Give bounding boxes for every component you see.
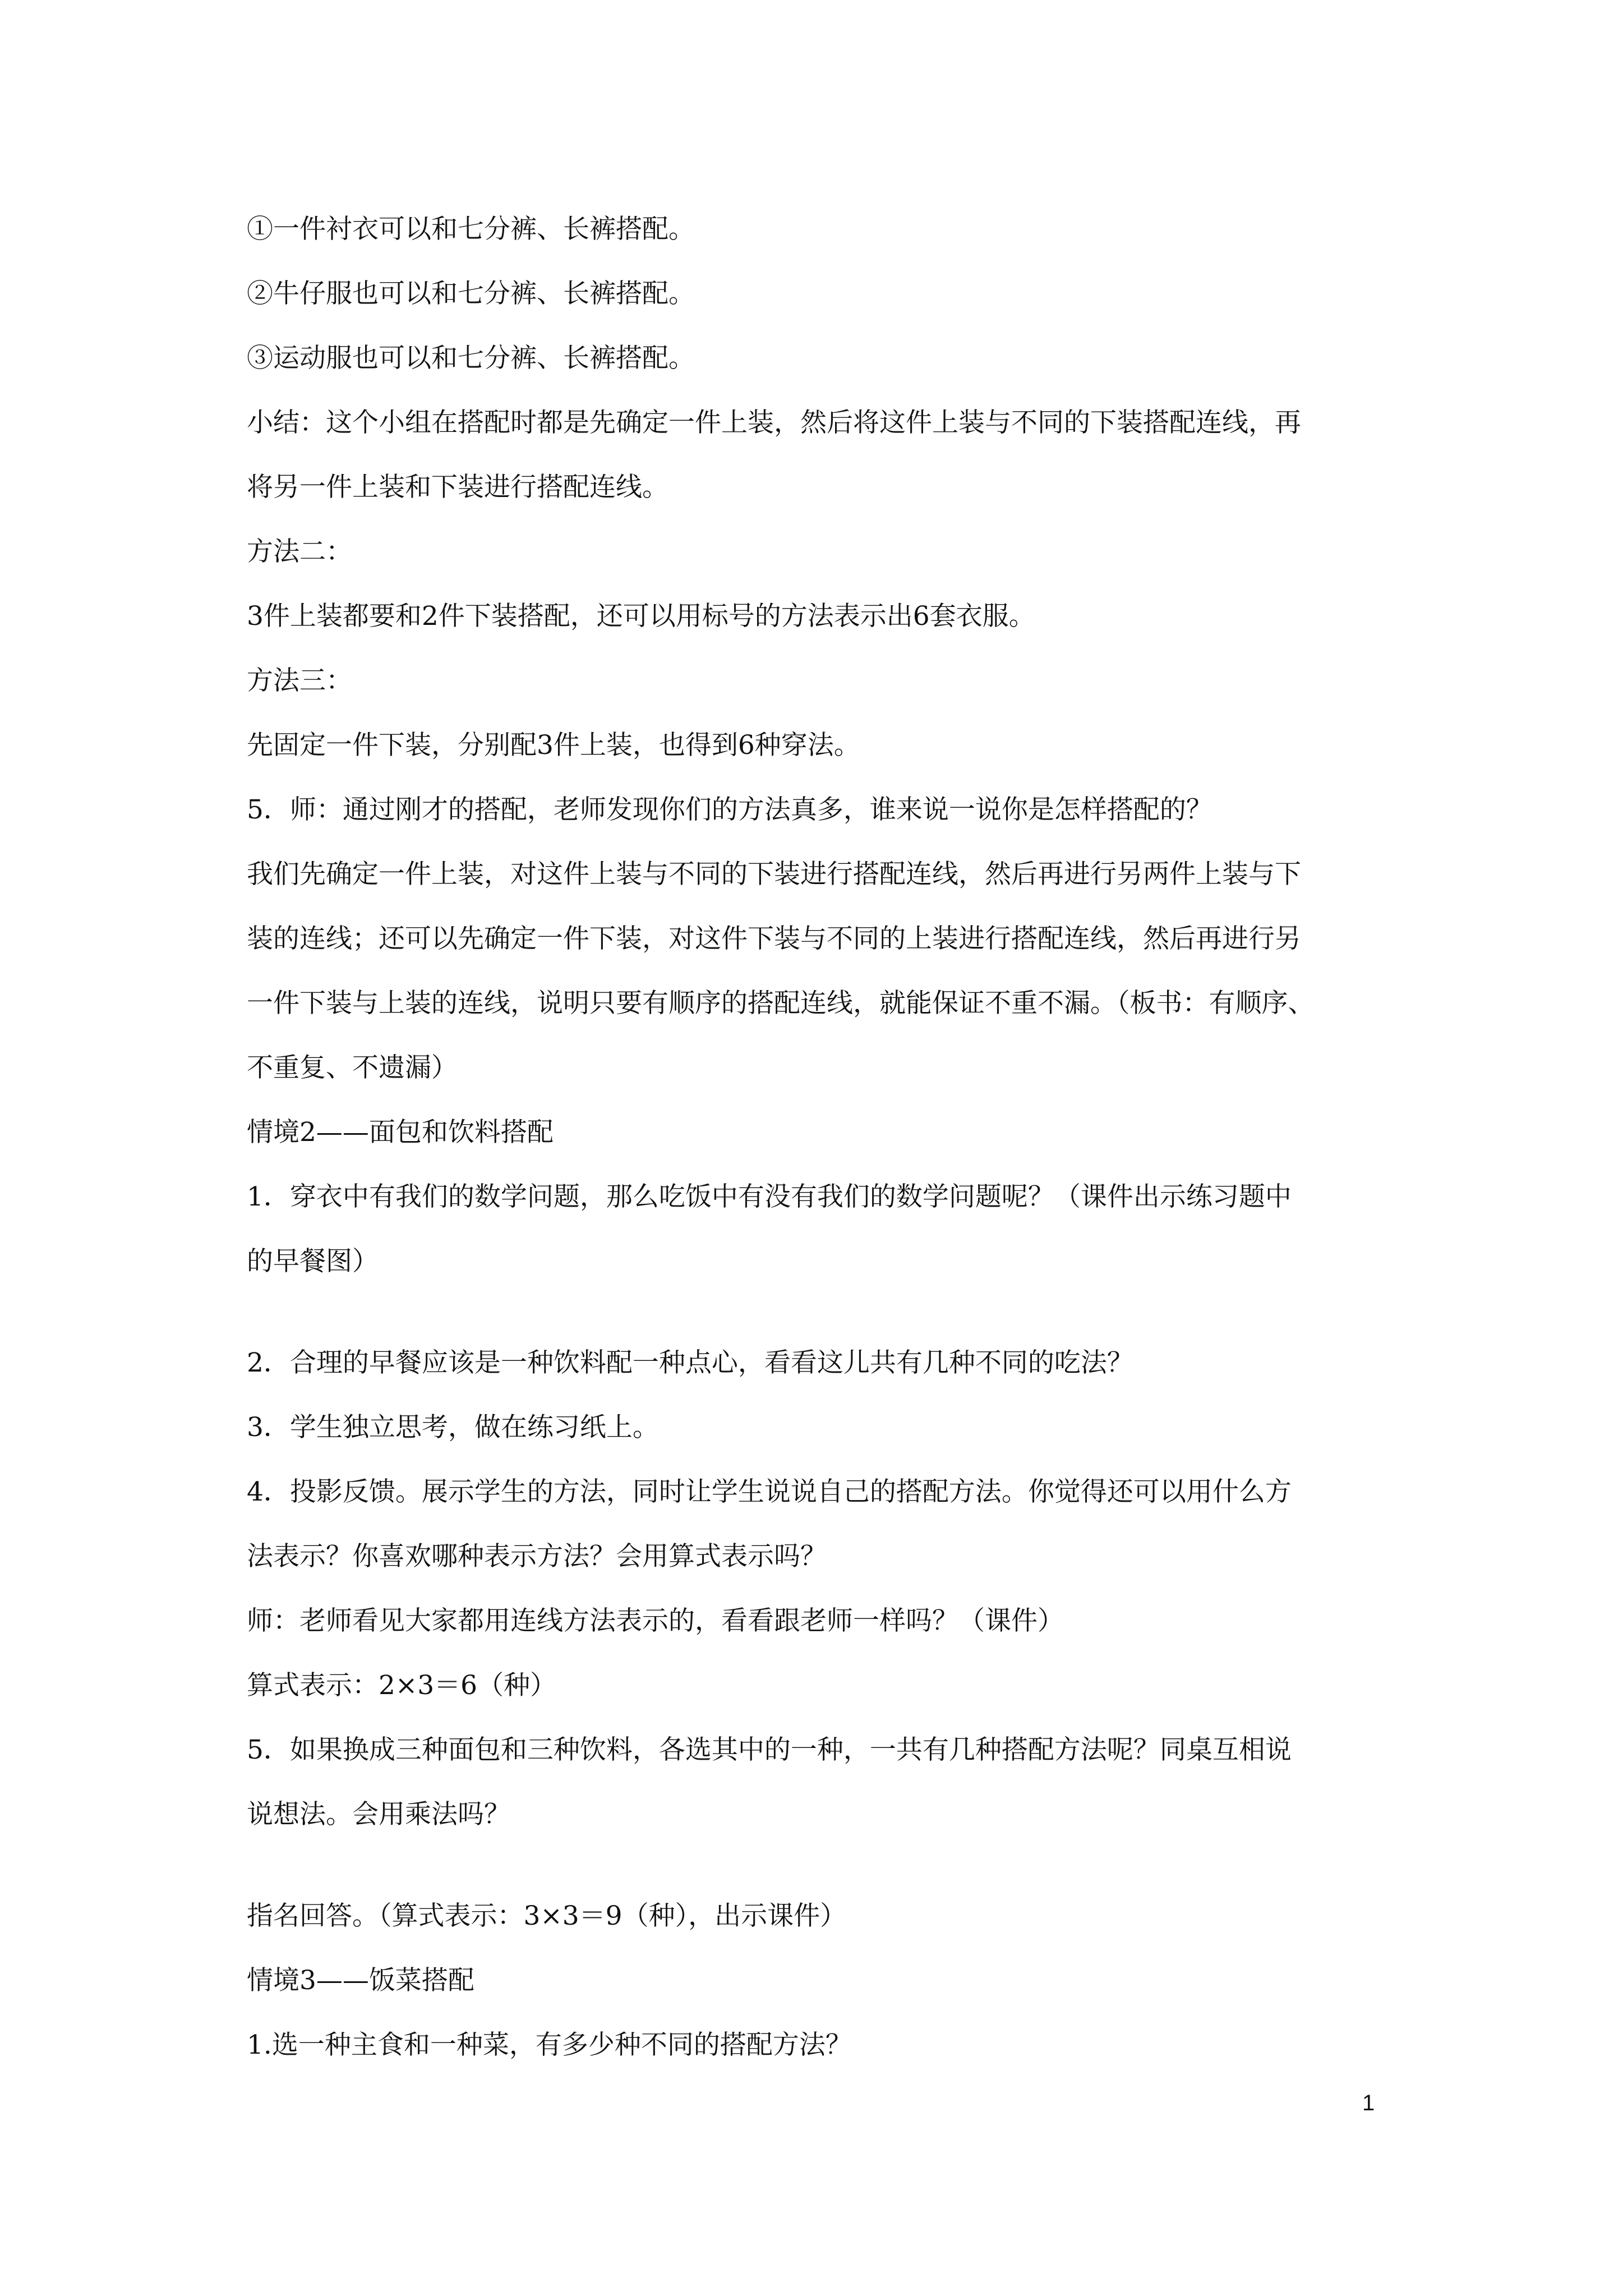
text-line: 法表示？你喜欢哪种表示方法？会用算式表示吗？ xyxy=(247,1541,827,1572)
text-line: 1．穿衣中有我们的数学问题，那么吃饭中有没有我们的数学问题呢？（课件出示练习题中 xyxy=(247,1181,1292,1212)
text-line: 指名回答。（算式表示：3×3＝9（种），出示课件） xyxy=(247,1901,847,1931)
text-line: 算式表示：2×3＝6（种） xyxy=(247,1670,557,1701)
text-line: 小结：这个小组在搭配时都是先确定一件上装，然后将这件上装与不同的下装搭配连线，再 xyxy=(247,407,1301,438)
text-line: ①一件衬衣可以和七分裤、长裤搭配。 xyxy=(247,214,695,245)
text-line: 说想法。会用乘法吗？ xyxy=(247,1799,510,1830)
text-line: 一件下装与上装的连线，说明只要有顺序的搭配连线，就能保证不重不漏。（板书：有顺序、 xyxy=(247,988,1315,1019)
text-line: 情境2——面包和饮料搭配 xyxy=(247,1117,554,1148)
text-line: 1.选一种主食和一种菜，有多少种不同的搭配方法？ xyxy=(247,2030,852,2060)
text-line: 2．合理的早餐应该是一种饮料配一种点心，看看这儿共有几种不同的吃法？ xyxy=(247,1347,1133,1378)
text-line: 5．如果换成三种面包和三种饮料，各选其中的一种，一共有几种搭配方法呢？同桌互相说 xyxy=(247,1734,1292,1765)
text-line: 装的连线；还可以先确定一件下装，对这件下装与不同的上装进行搭配连线，然后再进行另 xyxy=(247,923,1301,954)
text-line: 4．投影反馈。展示学生的方法，同时让学生说说自己的搭配方法。你觉得还可以用什么方 xyxy=(247,1476,1292,1507)
text-line: 先固定一件下装，分别配3件上装，也得到6种穿法。 xyxy=(247,730,860,761)
text-line: 3．学生独立思考，做在练习纸上。 xyxy=(247,1412,659,1443)
text-line: 的早餐图） xyxy=(247,1246,379,1277)
text-line: 方法二： xyxy=(247,536,352,567)
page-number: 1 xyxy=(1362,2091,1375,2115)
text-line: 将另一件上装和下装进行搭配连线。 xyxy=(247,472,668,503)
text-line: 5．师：通过刚才的搭配，老师发现你们的方法真多，谁来说一说你是怎样搭配的？ xyxy=(247,794,1212,825)
text-line: 方法三： xyxy=(247,665,352,696)
text-line: 不重复、不遗漏） xyxy=(247,1052,458,1083)
text-line: 情境3——饭菜搭配 xyxy=(247,1965,474,1996)
text-line: ②牛仔服也可以和七分裤、长裤搭配。 xyxy=(247,278,695,309)
text-line: 我们先确定一件上装，对这件上装与不同的下装进行搭配连线，然后再进行另两件上装与下 xyxy=(247,859,1301,890)
text-line: ③运动服也可以和七分裤、长裤搭配。 xyxy=(247,343,695,374)
text-line: 师：老师看见大家都用连线方法表示的，看看跟老师一样吗？（课件） xyxy=(247,1605,1064,1636)
text-line: 3件上装都要和2件下装搭配，还可以用标号的方法表示出6套衣服。 xyxy=(247,601,1035,632)
